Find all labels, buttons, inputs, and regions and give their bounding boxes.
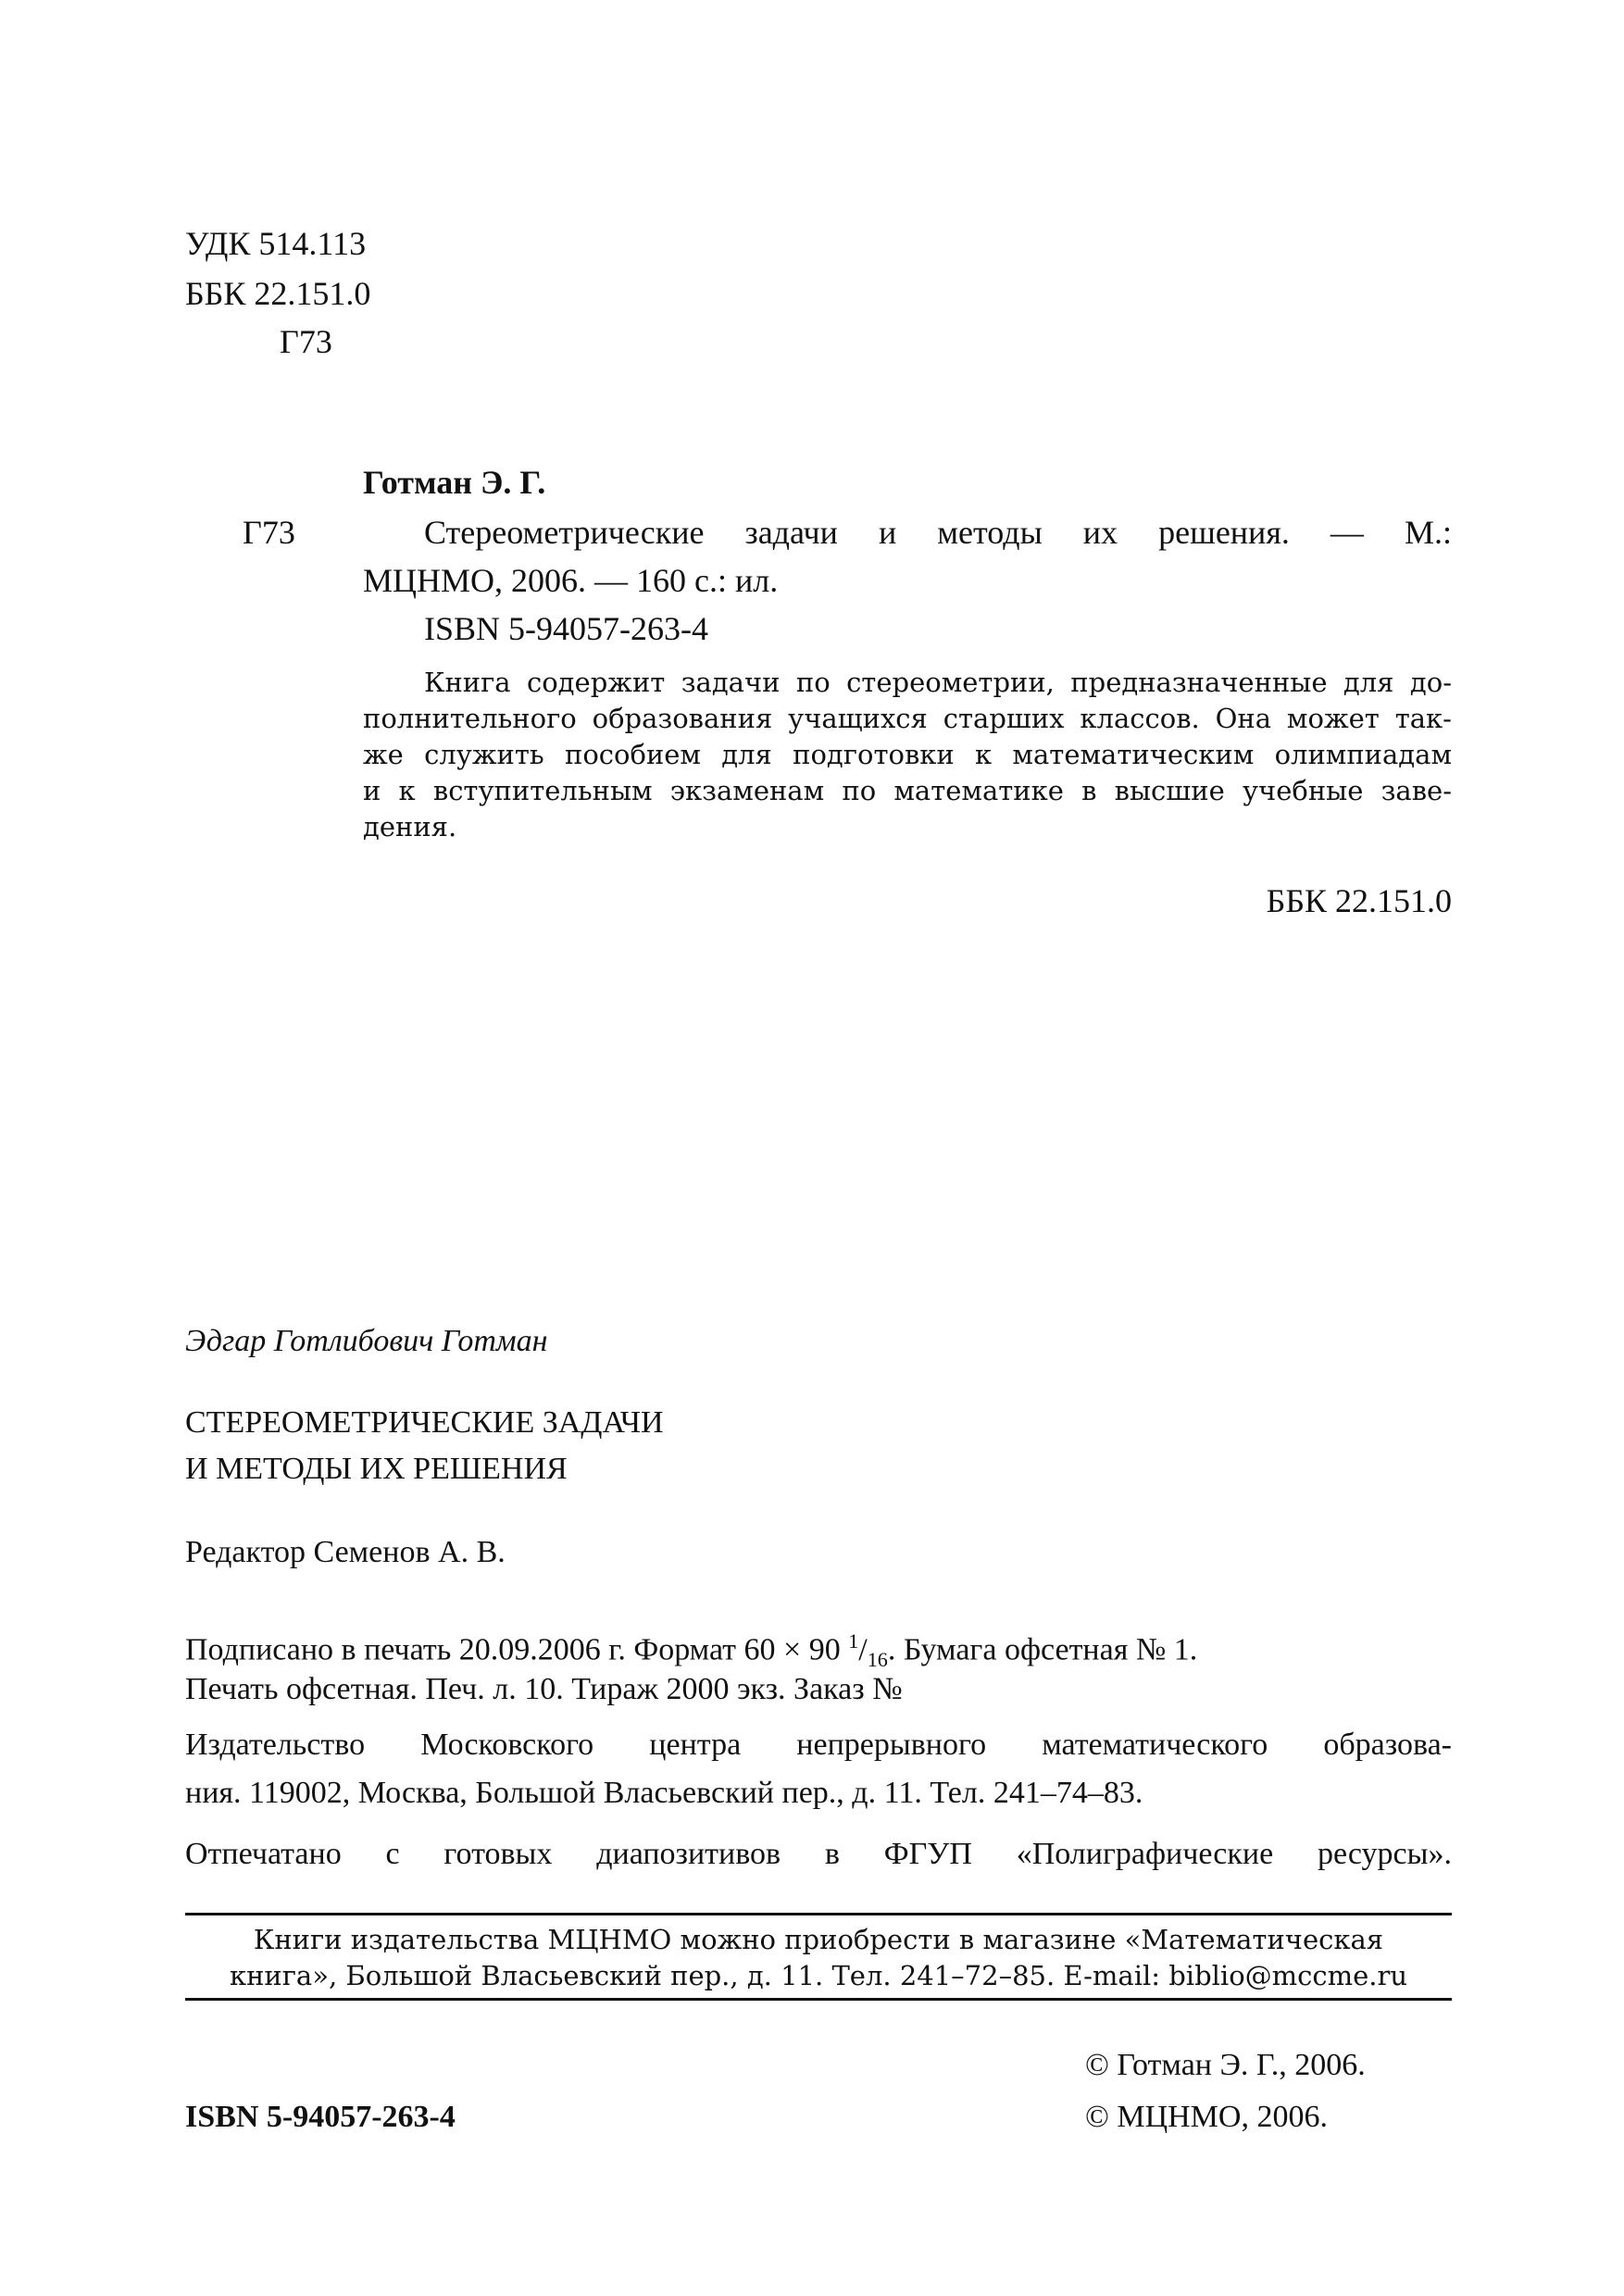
imprint-author: Эдгар Готлибович Готман bbox=[185, 1324, 548, 1358]
imprint-title-line1: СТЕРЕОМЕТРИЧЕСКИЕ ЗАДАЧИ bbox=[185, 1405, 664, 1440]
format-fraction-numerator: 1 bbox=[848, 1629, 859, 1653]
isbn-bold: ISBN 5-94057-263-4 bbox=[185, 2100, 456, 2134]
card-abstract bbox=[363, 665, 1452, 845]
card-title-line2: МЦНМО, 2006. — 160 с.: ил. bbox=[363, 562, 779, 599]
shop-info bbox=[185, 1922, 1452, 1994]
author-mark: Г73 bbox=[280, 323, 332, 360]
card-author: Готман Э. Г. bbox=[363, 464, 546, 501]
print-signed-format: Подписано в печать 20.09.2006 г. Формат 60 × 90 bbox=[185, 1632, 849, 1667]
card-title-line1: Стереометрические задачи и методы их решения. — М.: bbox=[424, 514, 1452, 551]
bottom-divider bbox=[185, 1998, 1452, 2001]
top-divider bbox=[185, 1913, 1452, 1915]
card-bbk: ББК 22.151.0 bbox=[1266, 882, 1452, 919]
abstract-line: и к вступительным экзаменам по математике в высшие учебные заве- bbox=[363, 775, 1452, 806]
format-fraction-denominator: 16 bbox=[867, 1648, 888, 1672]
shop-line: книга», Большой Власьевский пер., д. 11. Тел. 241–72–85. E-mail: biblio@mccme.ru bbox=[229, 1960, 1408, 1991]
copyright-publisher: © МЦНМО, 2006. bbox=[1085, 2100, 1328, 2134]
print-details-line2: Печать офсетная. Печ. л. 10. Тираж 2000 экз. Заказ № bbox=[185, 1672, 903, 1706]
copyright-author: © Готман Э. Г., 2006. bbox=[1085, 2048, 1366, 2082]
card-isbn: ISBN 5-94057-263-4 bbox=[424, 610, 708, 647]
bbk-code: ББК 22.151.0 bbox=[185, 275, 371, 312]
shop-line: Книги издательства МЦНМО можно приобрести в магазине «Математическая bbox=[253, 1924, 1384, 1955]
abstract-line: же служить пособием для подготовки к математическим олимпиадам bbox=[363, 739, 1452, 770]
card-author-mark: Г73 bbox=[243, 514, 295, 551]
print-details-line1: Подписано в печать 20.09.2006 г. Формат 60 × 90 $^1/_{16}$. Бумага офсетная № 1. bbox=[185, 1629, 1198, 1672]
abstract-line: полнительного образования учащихся старших классов. Она может так- bbox=[363, 703, 1452, 734]
publisher-line1: Издательство Московского центра непрерывного математического образова- bbox=[185, 1728, 1452, 1762]
abstract-line: дения. bbox=[363, 811, 457, 842]
imprint-editor: Редактор Семенов А. В. bbox=[185, 1535, 506, 1569]
printed-by: Отпечатано с готовых диапозитивов в ФГУП «Полиграфические ресурсы». bbox=[185, 1837, 1452, 1871]
udk-code: УДК 514.113 bbox=[185, 225, 367, 262]
publisher-line2: ния. 119002, Москва, Большой Власьевский пер., д. 11. Тел. 241–74–83. bbox=[185, 1776, 1143, 1810]
print-paper: . Бумага офсетная № 1. bbox=[887, 1632, 1198, 1667]
imprint-title-line2: И МЕТОДЫ ИХ РЕШЕНИЯ bbox=[185, 1452, 568, 1486]
abstract-line: Книга содержит задачи по стереометрии, предназначенные для до- bbox=[424, 667, 1452, 698]
